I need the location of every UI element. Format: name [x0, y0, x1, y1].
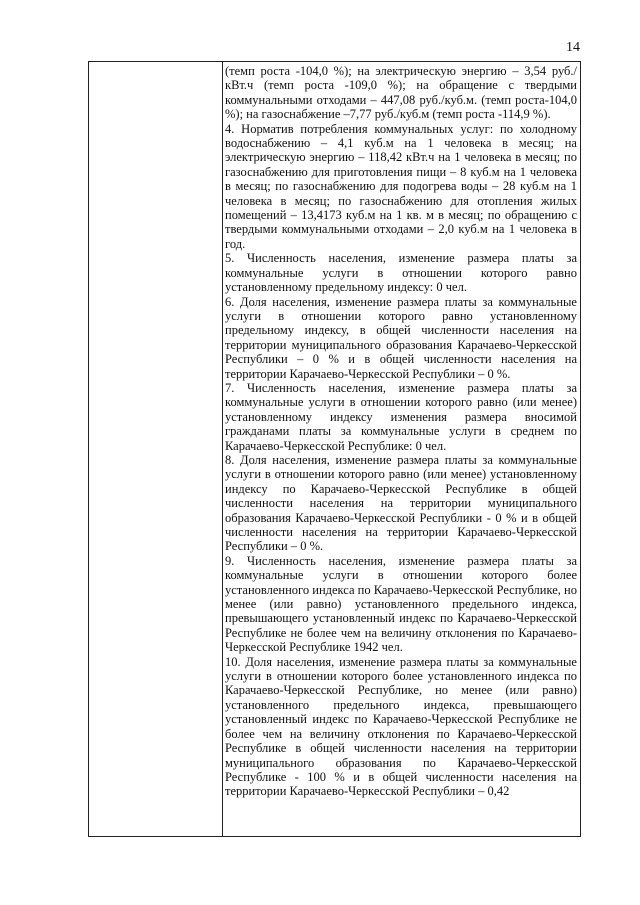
- table-left-column: [89, 62, 223, 836]
- document-table: [88, 61, 581, 837]
- paragraph-population-above-index: 9. Численность населения, изменение размера платы за коммунальные услуги в отношении которого более установленного индекса по Карачаево-Черкесской Республике, но менее (или равно) установленного предельного индекса, превышающего установленный индекс по Карачаево-Черкесской Республике не более чем на величину отклонения по Карачаево-Черкесской Республике 1942 чел.: [225, 553, 577, 655]
- table-right-column: [225, 64, 577, 799]
- paragraph-population-equal-limit: 5. Численность населения, изменение размера платы за коммунальные услуги в отношении которого равно установленному предельному индексу: 0 чел.: [225, 251, 577, 295]
- paragraph-share-above-index: 10. Доля населения, изменение размера платы за коммунальные услуги в отношении которого более установленного индекса по Карачаево-Черкесской Республике, но менее (или равно) установленного предельного индекса, превышающего установленный индекс по Карачаево-Черкесской Республике не более чем на величину отклонения по Карачаево-Черкесской Республике в общей численности населения на территории муниципального образования по Карачаево-Черкесской Республике - 100 % и в общей численности населения на территории Карачаево-Черкесской Республики – 0,42: [225, 654, 577, 799]
- paragraph-share-below-index: 8. Доля населения, изменение размера платы за коммунальные услуги в отношении которого равно (или менее) установленному индексу по Карачаево-Черкесской Республике в общей численности населения на территории муниципального образования Карачаево-Черкесской Республики - 0 % и в общей численности населения на территории Карачаево-Черкесской Республики – 0 %.: [225, 452, 577, 554]
- paragraph-consumption-norms: 4. Норматив потребления коммунальных услуг: по холодному водоснабжению – 4,1 куб.м на 1 человека в месяц; на электрическую энергию – 118,42 кВт.ч на 1 человека в месяц; по газоснабжению для приготовления пищи – 8 куб.м на 1 человека в месяц; по газоснабжению для подогрева воды – 28 куб.м на 1 человека в месяц; по газоснабжению для отопления жилых помещений – 13,4173 куб.м на 1 кв. м в месяц; по обращению с твердыми коммунальными отходами – 2,0 куб.м на 1 человека в год.: [225, 121, 577, 251]
- paragraph-share-equal-limit: 6. Доля населения, изменение размера платы за коммунальные услуги в отношении которого равно установленному предельному индексу, в общей численности населения на территории муниципального образования Карачаево-Черкесской Республики – 0 % и в общей численности населения на территории Карачаево-Черкесской Республики – 0 %.: [225, 294, 577, 381]
- page-number: 14: [566, 40, 580, 55]
- paragraph-population-below-index: 7. Численность населения, изменение размера платы за коммунальные услуги в отношении которого равно (или менее) установленному индексу изменения размера вносимой гражданами платы за коммунальные услуги в среднем по Карачаево-Черкесской Республике: 0 чел.: [225, 380, 577, 453]
- paragraph-tariff-continuation: (темп роста -104,0 %); на электрическую энергию – 3,54 руб./кВт.ч (темп роста -109,0 %); на обращение с твердыми коммунальными отходами – 447,08 руб./куб.м. (темп роста-104,0 %); на газоснабжение –7,77 руб./куб.м (темп роста -114,9 %).: [225, 64, 577, 122]
